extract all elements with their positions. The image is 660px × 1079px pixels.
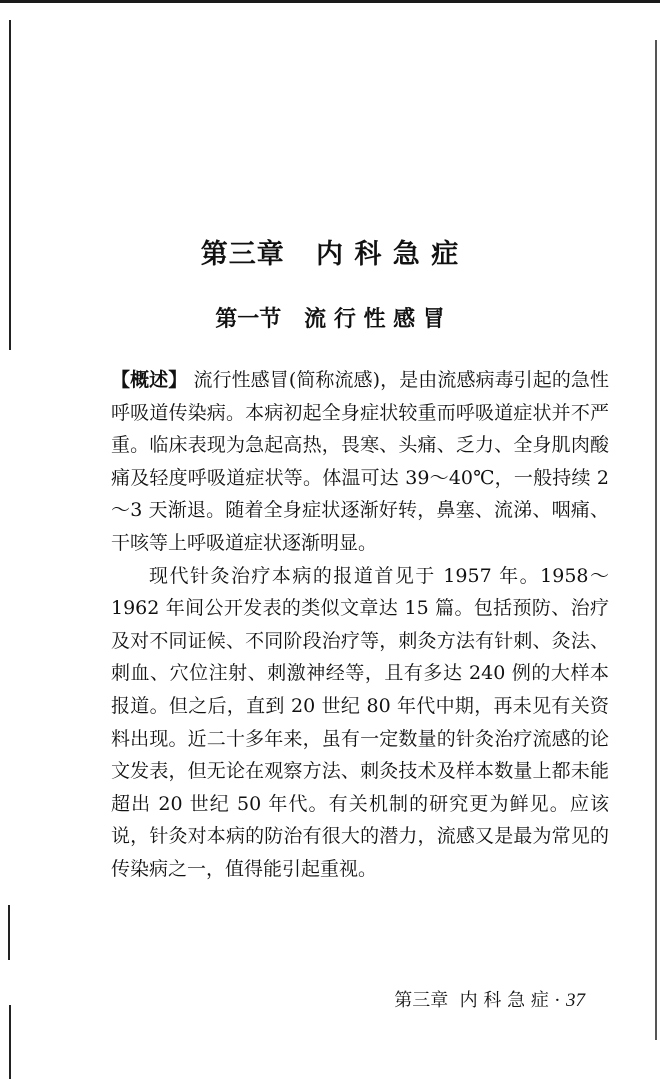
- paragraph-history: [111, 560, 609, 886]
- body-text: [111, 364, 609, 886]
- scan-edge-left-mid: [8, 905, 10, 960]
- scan-edge-left-top: [9, 20, 11, 350]
- page-number: 37: [566, 990, 585, 1011]
- overview-text: 流行性感冒(简称流感)，是由流感病毒引起的急性呼吸道传染病。本病初起全身症状较重而呼吸道症状并不严重。临床表现为急起高热，畏寒、头痛、乏力、全身肌肉酸痛及轻度呼吸道症状等。体温可达 39～40℃，一般持续 2～3 天渐退。随着全身症状逐渐好转，鼻塞、流涕、咽痛、干咳等上呼吸道症状逐渐明显。: [111, 369, 609, 554]
- chapter-title: 第三章 内 科 急 症: [200, 239, 460, 270]
- overview-label: 【概述】: [111, 369, 188, 391]
- paragraph-overview: [111, 364, 609, 560]
- page-footer: [394, 986, 585, 1012]
- section-title: 第一节 流 行 性 感 冒: [215, 307, 445, 332]
- top-border-rule: [0, 0, 660, 3]
- scan-edge-right: [655, 40, 657, 1040]
- history-text: 现代针灸治疗本病的报道首见于 1957 年。1958～1962 年间公开发表的类似文章达 15 篇。包括预防、治疗及对不同证候、不同阶段治疗等，刺灸方法有针刺、灸法、刺血、穴位注射、刺激神经等，且有多达 240 例的大样本报道。但之后，直到 20 世纪 80 年代中期，再未见有关资料出现。近二十多年来，虽有一定数量的针灸治疗流感的论文发表，但无论在观察方法、刺灸技术及样本数量上都未能超出 20 世纪 50 年代。有关机制的研究更为鲜见。应该说，针灸对本病的防治有很大的潜力，流感又是最为常见的传染病之一，值得能引起重视。: [111, 564, 609, 880]
- footer-chapter: 第三章 内 科 急 症 ·: [394, 990, 566, 1011]
- scan-edge-left-bottom: [9, 1005, 11, 1079]
